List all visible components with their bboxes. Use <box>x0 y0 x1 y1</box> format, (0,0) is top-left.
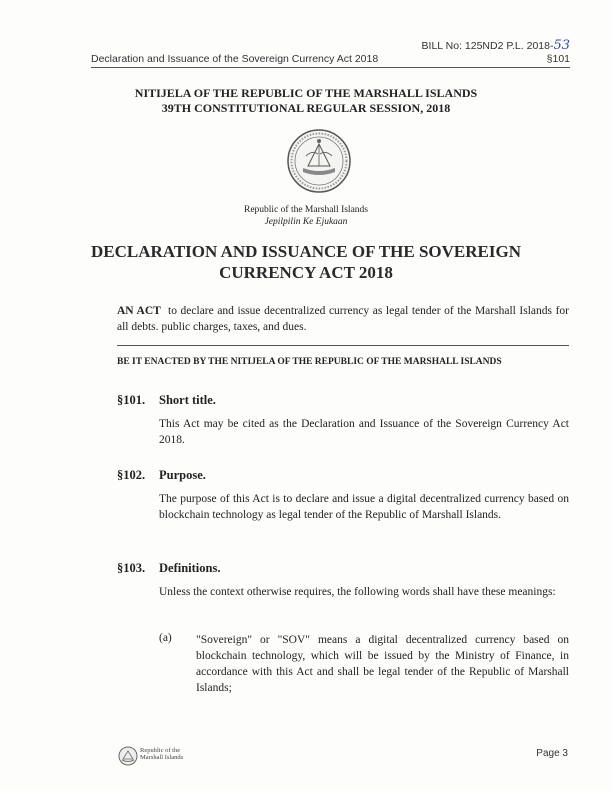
section-number: §101. <box>117 393 146 407</box>
section-heading-101 <box>117 393 216 408</box>
bill-handwritten-number: 53 <box>553 38 570 53</box>
section-text-102: The purpose of this Act is to declare and issue a digital decentralized currency based on blockchain technology as legal tender of the Republic of Marshall Islands. <box>159 493 569 521</box>
section-text-103: Unless the context otherwise requires, the following words shall have these meanings: <box>159 586 556 598</box>
divider <box>117 345 569 346</box>
section-number: §102. <box>117 468 146 482</box>
an-act-preamble <box>117 303 569 335</box>
section-title: Short title. <box>159 393 216 407</box>
section-number: §103. <box>117 561 146 575</box>
footer-logo-line-1: Republic of the <box>140 747 181 754</box>
section-reference: §101 <box>546 53 570 65</box>
running-header <box>91 53 570 68</box>
bill-number-text: BILL No: 125ND2 P.L. 2018- <box>421 40 554 52</box>
definition-text-a: "Sovereign" or "SOV" means a digital decentralized currency based on blockchain technology, which will be issued by the Ministry of Finance, in accordance with this Act and shall be legal tender of the Republic of Marshall Islands; <box>196 634 569 694</box>
republic-name-block <box>0 204 612 228</box>
republic-name-local: Jepilpilin Ke Ejukaan <box>264 217 348 227</box>
page-number: Page 3 <box>536 748 568 759</box>
footer-logo-text <box>140 747 183 761</box>
bill-number <box>422 38 570 53</box>
running-title: Declaration and Issuance of the Sovereign Currency Act 2018 <box>91 53 379 65</box>
an-act-lead: AN ACT <box>117 305 161 317</box>
session-heading <box>0 86 612 116</box>
enacting-clause: BE IT ENACTED BY THE NITIJELA OF THE REPUBLIC OF THE MARSHALL ISLANDS <box>117 357 502 367</box>
definition-label-a: (a) <box>159 632 172 644</box>
marshall-islands-seal-icon <box>118 746 138 766</box>
national-seal-icon <box>286 128 352 194</box>
footer-logo-line-2: Marshall Islands <box>140 754 184 761</box>
republic-name: Republic of the Marshall Islands <box>243 205 368 215</box>
session-line-1: NITIJELA OF THE REPUBLIC OF THE MARSHALL ISLANDS <box>134 86 478 100</box>
section-heading-102 <box>117 468 206 483</box>
section-text-101: This Act may be cited as the Declaration and Issuance of the Sovereign Currency Act 2018. <box>159 418 569 446</box>
an-act-text: to declare and issue decentralized currency as legal tender of the Marshall Islands for all debts. public charges, taxes, and dues. <box>117 305 569 333</box>
section-title: Purpose. <box>159 468 206 482</box>
act-title <box>0 241 612 283</box>
session-line-2: 39TH CONSTITUTIONAL REGULAR SESSION, 2018 <box>161 101 451 115</box>
section-title: Definitions. <box>159 561 221 575</box>
act-title-line-1: DECLARATION AND ISSUANCE OF THE SOVEREIGN <box>91 242 521 261</box>
section-heading-103 <box>117 561 220 576</box>
act-title-line-2: CURRENCY ACT 2018 <box>219 263 393 282</box>
